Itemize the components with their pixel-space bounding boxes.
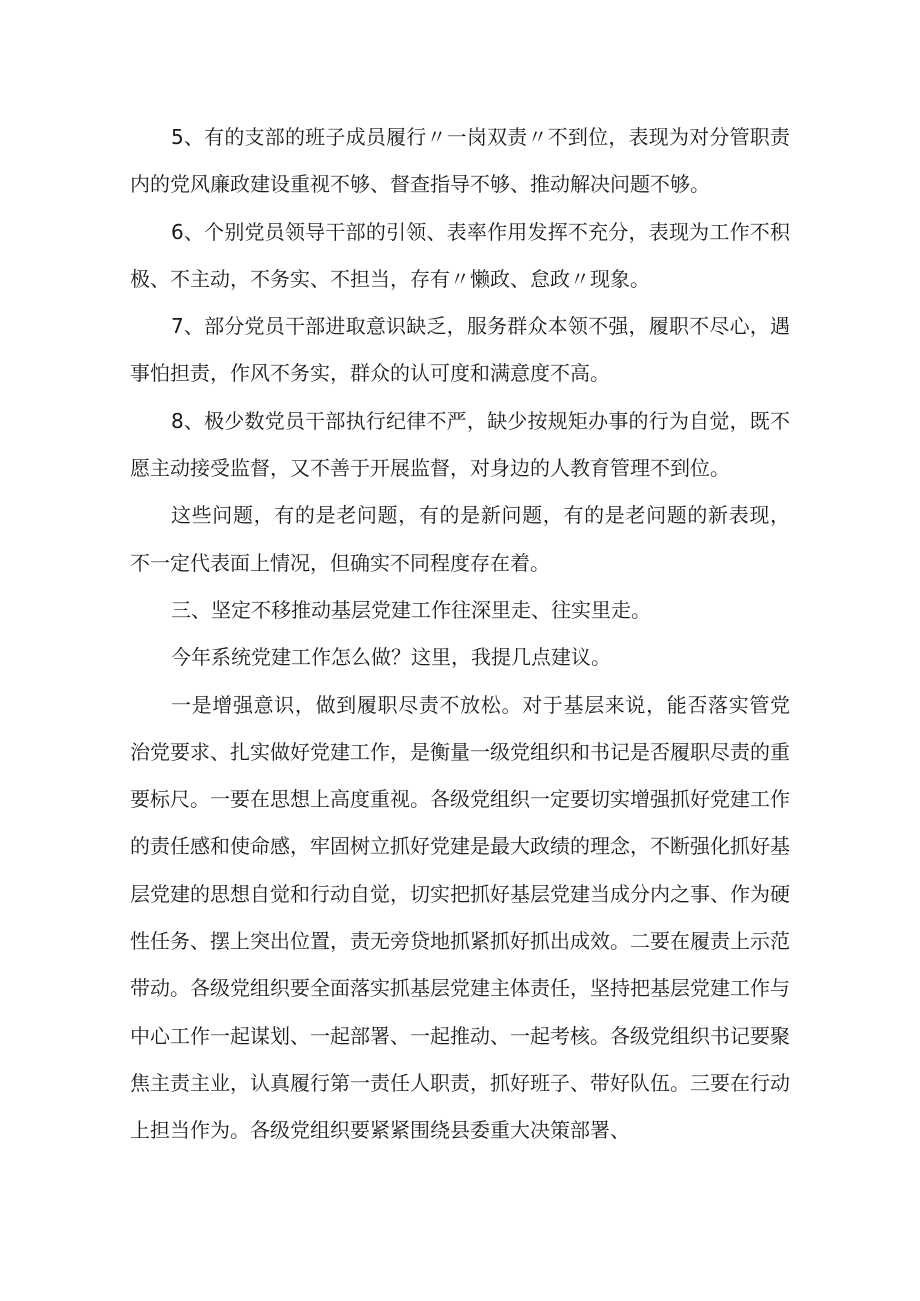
paragraph-item-6: 6、个别党员领导干部的引领、表率作用发挥不充分，表现为工作不积极、不主动，不务实、不担当，存有〃懒政、怠政〃现象。 xyxy=(130,219,790,291)
paragraph-summary: 这些问题，有的是老问题，有的是新问题，有的是老问题的新表现，不一定代表面上情况，但确实不同程度存在着。 xyxy=(130,503,790,575)
paragraph-item-7: 7、部分党员干部进取意识缺乏，服务群众本领不强，履职不尽心，遇事怕担责，作风不务实，群众的认可度和满意度不高。 xyxy=(130,314,790,386)
paragraph-suggestion-one: 一是增强意识，做到履职尽责不放松。对于基层来说，能否落实管党治党要求、扎实做好党建工作，是衡量一级党组织和书记是否履职尽责的重要标尺。一要在思想上高度重视。各级党组织一定要切实增强抓好党建工作的责任感和使命感，牢固树立抓好党建是最大政绩的理念，不断强化抓好基层党建的思想自觉和行动自觉，切实把抓好基层党建当成分内之事、作为硬性任务、摆上突出位置，责无旁贷地抓紧抓好抓出成效。二要在履责上示范带动。各级党组织要全面落实抓基层党建主体责任，坚持把基层党建工作与中心工作一起谋划、一起部署、一起推动、一起考核。各级党组织书记要聚焦主责主业，认真履行第一责任人职责，抓好班子、带好队伍。三要在行动上担当作为。各级党组织要紧紧围绕县委重大决策部署、 xyxy=(130,692,790,1143)
paragraph-item-8: 8、极少数党员干部执行纪律不严，缺少按规矩办事的行为自觉，既不愿主动接受监督，又不善于开展监督，对身边的人教育管理不到位。 xyxy=(130,408,790,481)
document-body xyxy=(130,114,790,1155)
paragraph-intro-suggestions: 今年系统党建工作怎么做？这里，我提几点建议。 xyxy=(171,645,611,670)
paragraph-item-5: 5、有的支部的班子成员履行〃一岗双责〃不到位，表现为对分管职责内的党风廉政建设重视不够、督查指导不够、推动解决问题不够。 xyxy=(130,125,790,197)
section-heading-three: 三、坚定不移推动基层党建工作往深里走、往实里走。 xyxy=(171,597,651,622)
